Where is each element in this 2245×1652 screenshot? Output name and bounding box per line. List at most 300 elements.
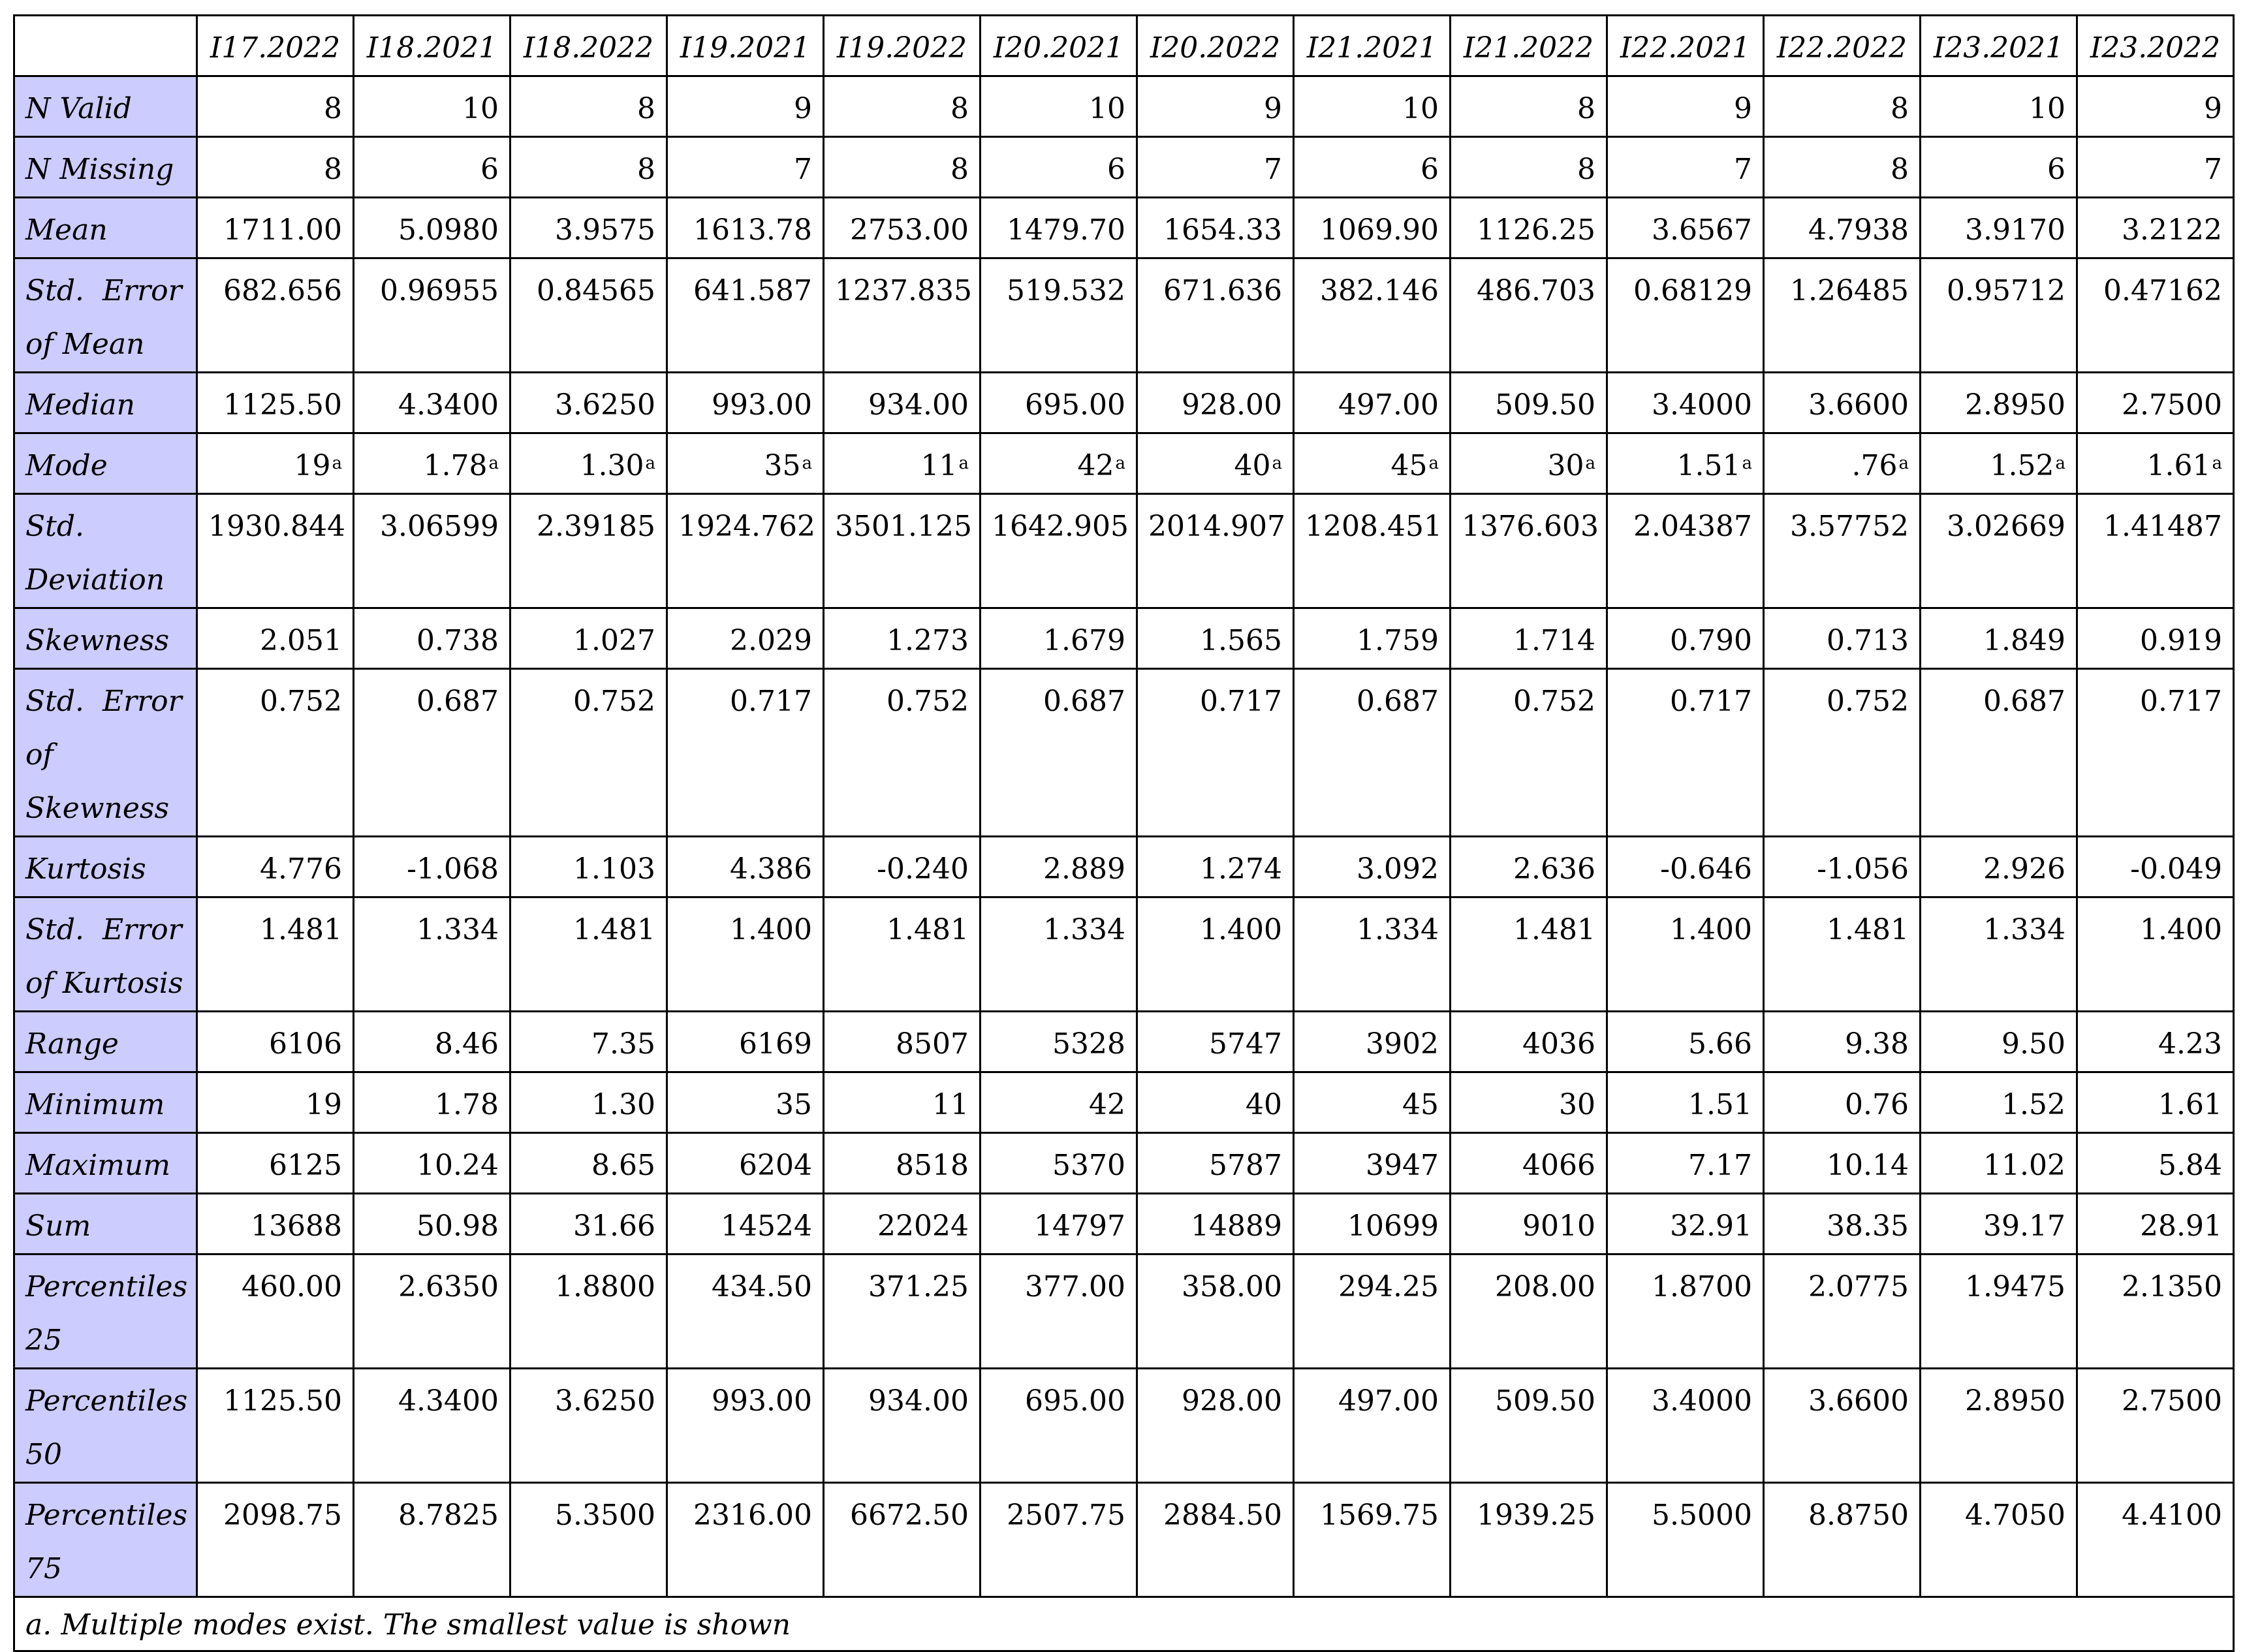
cell-value: 4066 — [1522, 1149, 1595, 1182]
table-cell — [1607, 608, 1764, 669]
column-header: I22.2021 — [1607, 16, 1764, 76]
table-cell — [1921, 897, 2077, 1012]
cell-value: 0.752 — [887, 685, 969, 718]
table-cell — [1607, 1012, 1764, 1072]
row-label — [14, 669, 197, 837]
cell-value: 10.24 — [416, 1149, 499, 1182]
cell-value: 1.26485 — [1790, 274, 1909, 307]
table-cell — [510, 76, 667, 137]
table-cell — [824, 433, 981, 494]
table-cell — [1921, 669, 2077, 837]
table-cell — [510, 1194, 667, 1255]
cell-value: 35 — [776, 1088, 812, 1121]
table-cell — [824, 1369, 981, 1483]
row-label-line: N Missing — [25, 153, 174, 186]
table-cell — [197, 494, 354, 608]
table-cell — [1137, 373, 1294, 433]
table-cell — [981, 76, 1137, 137]
cell-value: 6672.50 — [850, 1499, 969, 1532]
table-cell — [1137, 669, 1294, 837]
cell-value: 5.66 — [1688, 1027, 1752, 1061]
row-label-line: Mean — [25, 213, 108, 247]
footnote-marker: a — [488, 454, 499, 473]
table-row — [14, 198, 2234, 258]
table-cell — [1764, 1255, 1921, 1369]
cell-value: 10699 — [1347, 1209, 1439, 1243]
cell-value: 2507.75 — [1007, 1499, 1125, 1532]
table-cell — [1764, 1194, 1921, 1255]
table-cell — [197, 1133, 354, 1194]
cell-value: 9 — [2204, 92, 2222, 125]
cell-value: 1654.33 — [1163, 213, 1282, 247]
column-header: I20.2021 — [981, 16, 1137, 76]
table-cell — [2077, 897, 2234, 1012]
cell-value: 42 — [1089, 1088, 1125, 1121]
cell-value: 1.334 — [1357, 913, 1439, 946]
cell-value: 671.636 — [1163, 274, 1282, 307]
cell-value: 50.98 — [416, 1209, 499, 1243]
table-cell — [824, 76, 981, 137]
table-cell — [824, 1012, 981, 1072]
cell-value: 0.717 — [2140, 685, 2222, 718]
table-row — [14, 608, 2234, 669]
table-cell — [1607, 198, 1764, 258]
table-cell — [824, 198, 981, 258]
cell-value: 377.00 — [1025, 1270, 1125, 1303]
cell-value: 7 — [1264, 153, 1282, 186]
table-cell — [197, 1194, 354, 1255]
cell-value: 0.47162 — [2103, 274, 2222, 307]
table-cell — [1764, 494, 1921, 608]
cell-value: 5370 — [1052, 1149, 1125, 1182]
table-cell — [2077, 373, 2234, 433]
table-cell — [981, 1133, 1137, 1194]
cell-value: 10.14 — [1827, 1149, 1909, 1182]
table-cell — [1921, 198, 2077, 258]
table-cell — [1294, 373, 1451, 433]
table-cell — [667, 608, 824, 669]
cell-value: 358.00 — [1182, 1270, 1282, 1303]
table-cell — [1137, 1133, 1294, 1194]
cell-value: 1.565 — [1200, 624, 1282, 657]
cell-value: 2.051 — [260, 624, 342, 657]
table-cell — [1921, 837, 2077, 897]
table-cell — [1294, 1255, 1451, 1369]
table-cell — [824, 1194, 981, 1255]
table-cell — [2077, 1369, 2234, 1483]
cell-value: 2.04387 — [1633, 510, 1752, 543]
row-label-line: of Mean — [25, 328, 145, 361]
table-cell — [510, 198, 667, 258]
table-cell — [1921, 1133, 2077, 1194]
cell-value: 1.51 — [1688, 1088, 1752, 1121]
cell-value: 509.50 — [1495, 388, 1595, 422]
cell-value: 5747 — [1209, 1027, 1282, 1061]
table-cell — [1921, 1255, 2077, 1369]
table-cell — [1921, 494, 2077, 608]
table-cell — [1607, 1194, 1764, 1255]
cell-value: 7 — [1734, 153, 1752, 186]
table-header-row — [14, 16, 2234, 76]
cell-value: 1.41487 — [2103, 510, 2222, 543]
cell-value: 8.7825 — [398, 1499, 499, 1532]
cell-value: 14797 — [1034, 1209, 1125, 1243]
cell-value: 934.00 — [868, 1384, 969, 1418]
cell-value: 2.636 — [1513, 852, 1595, 886]
table-cell — [1294, 897, 1451, 1012]
table-cell — [510, 1255, 667, 1369]
cell-value: 0.687 — [1983, 685, 2065, 718]
table-row — [14, 1369, 2234, 1483]
cell-value: 11 — [920, 449, 958, 482]
cell-value: 382.146 — [1320, 274, 1439, 307]
cell-value: 11.02 — [1983, 1149, 2065, 1182]
cell-value: 30 — [1559, 1088, 1595, 1121]
column-header: I21.2022 — [1451, 16, 1607, 76]
row-label-line: Range — [25, 1027, 119, 1061]
cell-value: 2.8950 — [1965, 388, 2065, 422]
cell-value: 9010 — [1522, 1209, 1595, 1243]
cell-value: 45 — [1390, 449, 1428, 482]
table-cell — [2077, 608, 2234, 669]
cell-value: 3.57752 — [1790, 510, 1909, 543]
table-cell — [510, 1072, 667, 1133]
cell-value: 0.752 — [1513, 685, 1595, 718]
cell-value: 9.38 — [1845, 1027, 1909, 1061]
cell-value: 28.91 — [2140, 1209, 2222, 1243]
column-header: I21.2021 — [1294, 16, 1451, 76]
table-cell — [1451, 608, 1607, 669]
cell-value: 0.687 — [416, 685, 499, 718]
cell-value: 1208.451 — [1305, 510, 1442, 543]
cell-value: 4.4100 — [2122, 1499, 2222, 1532]
table-cell — [667, 1194, 824, 1255]
cell-value: 8 — [1577, 153, 1595, 186]
table-cell — [1137, 608, 1294, 669]
table-cell — [1921, 1012, 2077, 1072]
row-label — [14, 1072, 197, 1133]
table-cell — [1607, 1072, 1764, 1133]
table-cell — [1451, 1133, 1607, 1194]
table-cell — [667, 1072, 824, 1133]
table-cell — [2077, 1255, 2234, 1369]
cell-value: 14889 — [1191, 1209, 1282, 1243]
cell-value: 9 — [1734, 92, 1752, 125]
row-label — [14, 1194, 197, 1255]
table-cell — [981, 198, 1137, 258]
cell-value: 486.703 — [1477, 274, 1595, 307]
cell-value: 14524 — [721, 1209, 812, 1243]
cell-value: 1.759 — [1357, 624, 1439, 657]
cell-value: 1.8700 — [1652, 1270, 1752, 1303]
footnote-row — [14, 1597, 2234, 1651]
table-cell — [1921, 1194, 2077, 1255]
table-cell — [1294, 608, 1451, 669]
table-cell — [981, 1369, 1137, 1483]
table-cell — [1921, 433, 2077, 494]
cell-value: 1.334 — [1983, 913, 2065, 946]
table-cell — [2077, 1072, 2234, 1133]
cell-value: 4.776 — [260, 852, 342, 886]
cell-value: 0.752 — [573, 685, 655, 718]
table-cell — [1921, 137, 2077, 198]
cell-value: 1.714 — [1513, 624, 1595, 657]
table-cell — [197, 198, 354, 258]
table-cell — [2077, 494, 2234, 608]
table-cell — [510, 897, 667, 1012]
table-cell — [981, 608, 1137, 669]
cell-value: 3501.125 — [835, 510, 972, 543]
table-cell — [667, 1483, 824, 1597]
cell-value: 1.52 — [2002, 1088, 2065, 1121]
cell-value: 1.334 — [1043, 913, 1125, 946]
table-cell — [1451, 1012, 1607, 1072]
column-header: I19.2021 — [667, 16, 824, 76]
cell-value: 8 — [637, 92, 655, 125]
cell-value: 6 — [1107, 153, 1125, 186]
column-header: I23.2022 — [2077, 16, 2234, 76]
table-cell — [1764, 1012, 1921, 1072]
table-cell — [354, 1012, 510, 1072]
cell-value: 35 — [764, 449, 801, 482]
table-cell — [1764, 198, 1921, 258]
cell-value: -0.646 — [1660, 852, 1752, 886]
descriptive-statistics-table — [13, 14, 2235, 1652]
table-cell — [1607, 494, 1764, 608]
table-row — [14, 258, 2234, 373]
row-label — [14, 198, 197, 258]
cell-value: 31.66 — [573, 1209, 655, 1243]
table-cell — [981, 669, 1137, 837]
row-label-line: Minimum — [25, 1088, 165, 1121]
cell-value: -1.056 — [1817, 852, 1909, 886]
row-label-line: Sum — [25, 1209, 91, 1243]
cell-value: 5.84 — [2158, 1149, 2222, 1182]
table-cell — [1137, 1369, 1294, 1483]
cell-value: 928.00 — [1182, 388, 1282, 422]
table-cell — [2077, 1012, 2234, 1072]
cell-value: 1237.835 — [835, 274, 972, 307]
row-label-line: Kurtosis — [25, 852, 146, 886]
table-cell — [1607, 1483, 1764, 1597]
row-label — [14, 494, 197, 608]
cell-value: 1.849 — [1983, 624, 2065, 657]
cell-value: 1.400 — [2140, 913, 2222, 946]
table-cell — [1764, 897, 1921, 1012]
table-cell — [1451, 669, 1607, 837]
row-label-line: Percentiles — [25, 1270, 188, 1303]
table-cell — [354, 433, 510, 494]
footnote-marker: a — [1272, 454, 1282, 473]
table-cell — [1921, 1072, 2077, 1133]
footnote-marker: a — [1115, 454, 1125, 473]
table-row — [14, 1255, 2234, 1369]
cell-value: 1.30 — [591, 1088, 655, 1121]
cell-value: 0.790 — [1670, 624, 1752, 657]
table-cell — [1764, 1369, 1921, 1483]
table-cell — [197, 837, 354, 897]
table-cell — [1764, 258, 1921, 373]
cell-value: 2.39185 — [537, 510, 655, 543]
cell-value: 1.400 — [730, 913, 812, 946]
row-label-line: Skewness — [25, 792, 170, 825]
footnote-marker: a — [2055, 454, 2065, 473]
cell-value: 8507 — [896, 1027, 969, 1061]
table-cell — [1764, 1072, 1921, 1133]
table-row — [14, 494, 2234, 608]
table-cell — [981, 837, 1137, 897]
cell-value: 3.02669 — [1947, 510, 2065, 543]
table-corner-cell — [14, 16, 197, 76]
table-cell — [1451, 1072, 1607, 1133]
table-cell — [1921, 608, 2077, 669]
table-row — [14, 373, 2234, 433]
cell-value: 1613.78 — [693, 213, 812, 247]
table-body — [14, 76, 2234, 1597]
cell-value: 0.96955 — [380, 274, 499, 307]
table-cell — [824, 669, 981, 837]
cell-value: 19 — [294, 449, 331, 482]
cell-value: 4036 — [1522, 1027, 1595, 1061]
cell-value: 22024 — [877, 1209, 969, 1243]
cell-value: 8 — [1577, 92, 1595, 125]
cell-value: 0.713 — [1827, 624, 1909, 657]
cell-value: 993.00 — [712, 388, 812, 422]
cell-value: 0.84565 — [537, 274, 655, 307]
column-header: I20.2022 — [1137, 16, 1294, 76]
row-label-line: Maximum — [25, 1149, 170, 1182]
table-cell — [824, 258, 981, 373]
footnote-marker: a — [1742, 454, 1752, 473]
table-cell — [354, 1255, 510, 1369]
cell-value: 3.4000 — [1652, 388, 1752, 422]
table-cell — [1451, 373, 1607, 433]
cell-value: 0.752 — [260, 685, 342, 718]
cell-value: 0.95712 — [1947, 274, 2065, 307]
table-cell — [1294, 198, 1451, 258]
table-cell — [354, 837, 510, 897]
table-row — [14, 1012, 2234, 1072]
cell-value: 1125.50 — [223, 388, 342, 422]
footnote-marker: a — [802, 454, 812, 473]
cell-value: 371.25 — [868, 1270, 969, 1303]
cell-value: 434.50 — [712, 1270, 812, 1303]
table-cell — [2077, 76, 2234, 137]
row-label-line: of — [25, 738, 54, 771]
cell-value: 1125.50 — [223, 1384, 342, 1418]
cell-value: 1.481 — [573, 913, 655, 946]
footnote-marker: a — [958, 454, 969, 473]
cell-value: 2.8950 — [1965, 1384, 2065, 1418]
table-row — [14, 76, 2234, 137]
cell-value: 42 — [1077, 449, 1114, 482]
cell-value: 695.00 — [1025, 388, 1125, 422]
cell-value: 3.06599 — [380, 510, 499, 543]
row-label-line: 75 — [25, 1552, 62, 1585]
cell-value: 38.35 — [1827, 1209, 1909, 1243]
table-row — [14, 1072, 2234, 1133]
cell-value: 6 — [480, 153, 499, 186]
row-label-line: Std. Error — [25, 913, 182, 946]
table-cell — [667, 1012, 824, 1072]
table-cell — [1451, 76, 1607, 137]
table-cell — [1137, 1255, 1294, 1369]
table-cell — [1607, 669, 1764, 837]
table-cell — [1137, 433, 1294, 494]
cell-value: 2.926 — [1983, 852, 2065, 886]
table-cell — [1921, 1369, 2077, 1483]
table-cell — [510, 258, 667, 373]
table-cell — [981, 1483, 1137, 1597]
table-cell — [197, 897, 354, 1012]
row-label-line: Skewness — [25, 624, 170, 657]
cell-value: 8 — [1891, 92, 1909, 125]
table-cell — [1607, 1369, 1764, 1483]
cell-value: 2014.907 — [1148, 510, 1285, 543]
table-cell — [510, 1369, 667, 1483]
cell-value: 1.9475 — [1965, 1270, 2065, 1303]
cell-value: 19 — [306, 1088, 342, 1121]
table-cell — [824, 608, 981, 669]
table-cell — [197, 1072, 354, 1133]
cell-value: 40 — [1234, 449, 1271, 482]
table-cell — [2077, 837, 2234, 897]
cell-value: 3947 — [1366, 1149, 1439, 1182]
cell-value: 5.0980 — [398, 213, 499, 247]
table-cell — [1137, 494, 1294, 608]
table-cell — [197, 1483, 354, 1597]
table-row — [14, 1133, 2234, 1194]
cell-value: 6169 — [739, 1027, 812, 1061]
table-cell — [354, 897, 510, 1012]
cell-value: 10 — [1402, 92, 1439, 125]
table-cell — [1294, 837, 1451, 897]
cell-value: 682.656 — [223, 274, 342, 307]
table-cell — [1137, 1483, 1294, 1597]
cell-value: 0.717 — [1200, 685, 1282, 718]
table-cell — [667, 76, 824, 137]
row-label-line: Std. Error — [25, 685, 182, 718]
table-cell — [1137, 1194, 1294, 1255]
cell-value: 1.78 — [423, 449, 488, 482]
table-cell — [510, 1012, 667, 1072]
table-cell — [667, 837, 824, 897]
column-header: I19.2022 — [824, 16, 981, 76]
cell-value: 3.6600 — [1808, 1384, 1909, 1418]
table-cell — [197, 1255, 354, 1369]
cell-value: 32.91 — [1670, 1209, 1752, 1243]
cell-value: 1376.603 — [1462, 510, 1599, 543]
table-cell — [354, 669, 510, 837]
column-header: I17.2022 — [197, 16, 354, 76]
cell-value: 1569.75 — [1320, 1499, 1439, 1532]
table-cell — [824, 1133, 981, 1194]
cell-value: 6 — [1421, 153, 1439, 186]
table-cell — [1137, 897, 1294, 1012]
table-cell — [354, 1483, 510, 1597]
cell-value: 2884.50 — [1163, 1499, 1282, 1532]
cell-value: 1.30 — [580, 449, 644, 482]
cell-value: 9.50 — [2002, 1027, 2065, 1061]
cell-value: 10 — [2029, 92, 2065, 125]
cell-value: 5.5000 — [1652, 1499, 1752, 1532]
cell-value: 4.7938 — [1808, 213, 1909, 247]
table-cell — [1451, 1255, 1607, 1369]
table-row — [14, 137, 2234, 198]
cell-value: 1.481 — [260, 913, 342, 946]
table-cell — [510, 373, 667, 433]
table-cell — [2077, 1133, 2234, 1194]
